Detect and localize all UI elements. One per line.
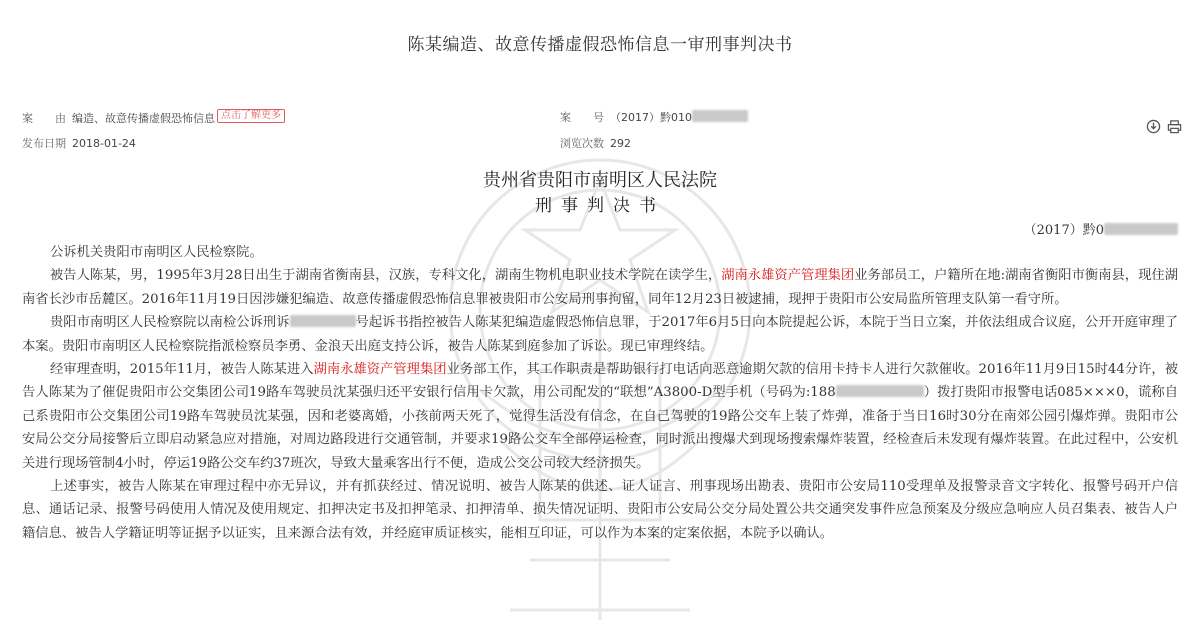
paragraph-text: 业务部工作，其工作职责是帮助银行打电话向恶意逾期欠款的信用卡持卡人进行欠款催收。2016年11月9日15时44分许，被告人陈某为了催促贵阳市公交集团公司19路车驾驶员沈某强归还平安银行信用卡欠款，用公司配发的“联想”A3800-D型手机（号码为:188 xyxy=(22,362,1179,401)
case-number xyxy=(1024,219,1178,238)
paragraph-prosecutor: 公诉机关贵阳市南明区人民检察院。 xyxy=(50,245,263,260)
case-number-value: （2017）黔010 xyxy=(610,111,692,124)
view-count xyxy=(560,135,631,151)
redacted-case-number-tail xyxy=(1104,223,1178,235)
case-cause-label: 案 由 xyxy=(22,112,66,125)
case-number-meta xyxy=(560,109,748,125)
publish-date xyxy=(22,135,136,151)
paragraph-text: 业务部员工，户籍所在地:湖南省衡阳市衡南县，现住湖南省长沙市岳麓区。2016年11月19日因涉嫌犯编造、故意传播虚假恐怖信息罪被贵阳市公安局刑事拘留，同年12月23日被逮捕，现押于贵阳市公安局监所管理支队第一看守所。 xyxy=(22,268,1179,307)
learn-more-tag[interactable]: 点击了解更多 xyxy=(217,109,285,123)
court-name: 贵州省贵阳市南明区人民法院 xyxy=(483,170,717,191)
case-number-label: 案 号 xyxy=(560,111,604,124)
paragraph-evidence: 上述事实，被告人陈某在审理过程中亦无异议，并有抓获经过、情况说明、被告人陈某的供述、证人证言、刑事现场出勘表、贵阳市公安局110受理单及报警录音文字转化、报警号码开户信息、通话记录、报警号码使用人情况及使用规定、扣押决定书及扣押笔录、扣押清单、损失情况证明、贵阳市公安局公交分局处置公共交通突发事件应急预案及分级应急响应人员召集表、被告人户籍信息、被告人学籍证明等证据予以证实，且来源合法有效，并经庭审质证核实，能相互印证，可以作为本案的定案依据，本院予以确认。 xyxy=(22,479,1178,541)
print-icon[interactable] xyxy=(1167,119,1182,134)
paragraph-text: 号起诉书指控被告人陈某犯编造虚假恐怖信息罪，于2017年6月5日向本院提起公诉，本院于当日立案，并依法组成合议庭，公开开庭审理了本案。贵阳市南明区人民检察院指派检察员李勇、金浪天出庭支持公诉，被告人陈某到庭参加了诉讼。现已审理终结。 xyxy=(22,315,1178,354)
case-cause xyxy=(22,109,285,126)
paragraph-indictment xyxy=(22,311,1178,358)
redacted-indictment-number xyxy=(290,315,356,327)
paragraph-facts xyxy=(22,358,1178,475)
case-cause-value: 编造、故意传播虚假恐怖信息 xyxy=(72,112,215,125)
paragraph-defendant xyxy=(22,264,1178,311)
download-icon[interactable] xyxy=(1146,119,1161,134)
view-count-value: 292 xyxy=(610,137,631,150)
paragraph-text: 被告人陈某，男，1995年3月28日出生于湖南省衡南县，汉族，专科文化，湖南生物机电职业技术学院在读学生， xyxy=(50,268,722,284)
view-count-label: 浏览次数 xyxy=(560,137,604,150)
page-title: 陈某编造、故意传播虚假恐怖信息一审刑事判决书 xyxy=(407,35,793,55)
company-link[interactable]: 湖南永雄资产管理集团 xyxy=(721,268,855,284)
paragraph-text: ）拨打贵阳市报警电话085×××0，谎称自己系贵阳市公交集团公司19路车驾驶员沈某强，因和老婆离婚，小孩前两天死了，觉得生活没有信念，在自己驾驶的19路公交车上装了炸弹，准备于当日16时30分在南郊公园引爆炸弹。贵阳市公安局公交分局接警后立即启动紧急应对措施，对周边路段进行交通管制，并要求19路公交车全部停运检查，同时派出搜爆犬到现场搜索爆炸装置，经检查后未发现有爆炸装置。在此过程中，公安机关进行现场管制4小时，停运19路公交车约37班次，导致大量乘客出行不便，造成公交公司较大经济损失。 xyxy=(22,385,1178,471)
judgment-body xyxy=(22,241,1178,545)
publish-date-label: 发布日期 xyxy=(22,137,66,150)
toolbar xyxy=(1146,119,1182,134)
publish-date-value: 2018-01-24 xyxy=(72,137,136,150)
redacted-phone-number xyxy=(836,385,924,397)
document-type: 刑事判决书 xyxy=(535,196,665,216)
redacted-case-number xyxy=(692,110,748,122)
company-link[interactable]: 湖南永雄资产管理集团 xyxy=(313,362,447,378)
paragraph-text: 经审理查明，2015年11月，被告人陈某进入 xyxy=(50,362,314,378)
paragraph-text: 贵阳市南明区人民检察院以南检公诉刑诉 xyxy=(50,315,290,331)
case-number-text: （2017）黔0 xyxy=(1023,223,1104,238)
